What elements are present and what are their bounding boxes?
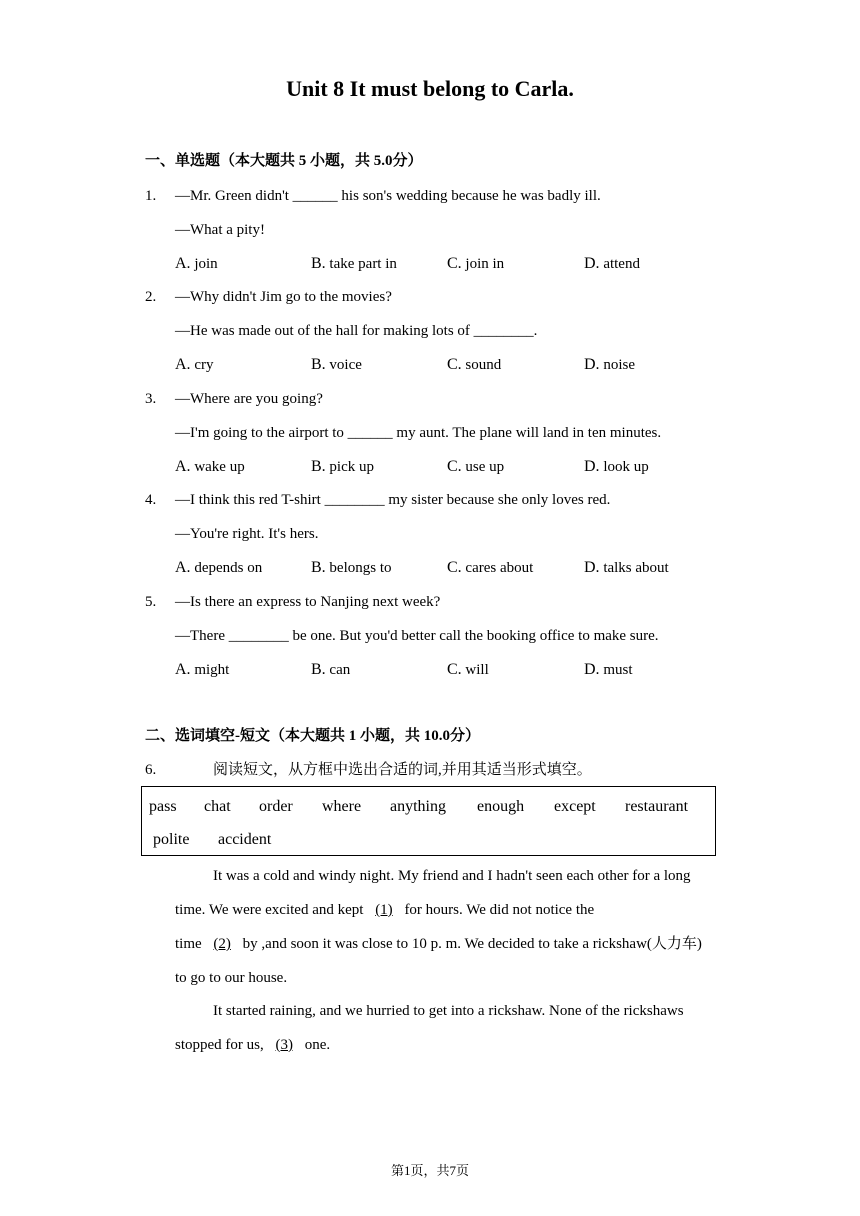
option-b[interactable]: B. take part in — [311, 255, 397, 272]
option-d[interactable]: D. must — [584, 661, 633, 678]
section-heading-single-choice — [145, 151, 423, 171]
word-bank-word: polite — [153, 831, 190, 848]
page-footer: 第1页，共7页 — [390, 1163, 469, 1178]
option-a[interactable]: A. join — [175, 255, 218, 272]
option-a[interactable]: A. cry — [175, 356, 214, 373]
passage-line: time. We were excited and kept (1) for hours. We did not notice the — [175, 902, 595, 918]
question-options — [175, 660, 735, 680]
word-bank-word: accident — [218, 831, 272, 848]
option-c[interactable]: C. will — [447, 661, 489, 678]
question-response: —You're right. It's hers. — [175, 526, 319, 542]
blank-1[interactable]: (1) — [375, 902, 393, 918]
section-heading-prefix: 一、单选题（本大题共 — [145, 153, 296, 169]
section-heading-word-fill — [145, 726, 480, 746]
blank-2[interactable]: (2) — [213, 936, 231, 952]
question-number: 3. — [145, 391, 157, 407]
question-options — [175, 558, 735, 578]
passage-line: time (2) by ,and soon it was close to 10 p. m. We decided to take a rickshaw(人力车) — [175, 936, 702, 952]
question-options — [175, 355, 735, 375]
page-title: Unit 8 It must belong to Carla. — [286, 76, 574, 101]
section-heading-mid: 小题，共 — [360, 728, 421, 744]
passage-line: It was a cold and windy night. My friend and I hadn't seen each other for a long — [213, 868, 691, 884]
question-options — [175, 254, 735, 274]
option-a[interactable]: A. depends on — [175, 559, 263, 576]
question-response: —He was made out of the hall for making lots of ________. — [175, 323, 538, 339]
option-a[interactable]: A. might — [175, 661, 230, 678]
passage-line: It started raining, and we hurried to get into a rickshaw. None of the rickshaws — [213, 1003, 684, 1019]
question-number: 5. — [145, 594, 157, 610]
question-number: 6. — [145, 762, 157, 778]
option-c[interactable]: C. join in — [447, 255, 505, 272]
question-stem: —Is there an express to Nanjing next week? — [175, 594, 441, 610]
passage-line: to go to our house. — [175, 970, 288, 986]
section-heading-suffix: 分） — [450, 728, 481, 744]
option-b[interactable]: B. pick up — [311, 458, 374, 475]
question-response: —I'm going to the airport to ______ my aunt. The plane will land in ten minutes. — [175, 425, 662, 441]
word-bank-word: enough — [477, 798, 525, 815]
option-a[interactable]: A. wake up — [175, 458, 245, 475]
option-c[interactable]: C. sound — [447, 356, 502, 373]
question-number: 4. — [145, 492, 157, 508]
option-d[interactable]: D. attend — [584, 255, 640, 272]
option-c[interactable]: C. cares about — [447, 559, 534, 576]
section-score: 10.0 — [423, 728, 451, 744]
section-score: 5.0 — [373, 153, 393, 169]
word-bank-word: restaurant — [625, 798, 689, 815]
question-response: —What a pity! — [175, 222, 265, 238]
passage-line: stopped for us, (3) one. — [175, 1037, 331, 1053]
question-number: 2. — [145, 289, 157, 305]
word-bank-word: anything — [390, 798, 446, 815]
section-heading-mid: 小题，共 — [310, 153, 371, 169]
option-b[interactable]: B. can — [311, 661, 351, 678]
section-count: 1 — [348, 728, 357, 744]
option-d[interactable]: D. talks about — [584, 559, 669, 576]
question-options — [175, 457, 735, 477]
question-response: —There ________ be one. But you'd better call the booking office to make sure. — [175, 628, 659, 644]
option-d[interactable]: D. look up — [584, 458, 649, 475]
question-number: 1. — [145, 188, 157, 204]
section-heading-prefix: 二、选词填空-短文（本大题共 — [145, 728, 345, 744]
section-heading-suffix: 分） — [392, 153, 423, 169]
word-bank-box — [141, 786, 716, 856]
option-b[interactable]: B. belongs to — [311, 559, 392, 576]
option-c[interactable]: C. use up — [447, 458, 505, 475]
question-instruction: 阅读短文，从方框中选出合适的词,并用其适当形式填空。 — [213, 762, 592, 778]
word-bank-word: where — [322, 798, 362, 815]
word-bank-word: chat — [204, 798, 231, 815]
section-count: 5 — [298, 153, 307, 169]
word-bank-word: pass — [149, 798, 177, 815]
question-stem: —Mr. Green didn't ______ his son's wedding because he was badly ill. — [175, 188, 601, 204]
word-bank-word: except — [554, 798, 596, 815]
word-bank-word: order — [259, 798, 293, 815]
question-stem: —Why didn't Jim go to the movies? — [175, 289, 392, 305]
blank-3[interactable]: (3) — [275, 1037, 293, 1053]
question-stem: —I think this red T-shirt ________ my sister because she only loves red. — [175, 492, 611, 508]
option-d[interactable]: D. noise — [584, 356, 635, 373]
question-stem: —Where are you going? — [175, 391, 323, 407]
option-b[interactable]: B. voice — [311, 356, 362, 373]
